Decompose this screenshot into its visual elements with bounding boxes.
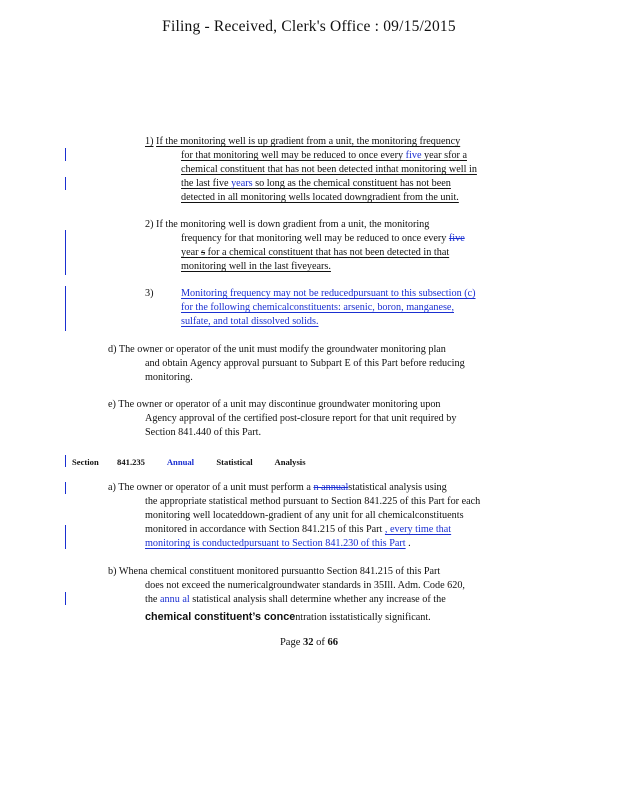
inserted-text: sulfate, and total dissolved solids. xyxy=(181,316,319,327)
inserted-text: annu al xyxy=(160,594,190,605)
deleted-text: five xyxy=(448,233,465,244)
text-line: detected in all monitoring wells located downgradient from the unit. xyxy=(181,192,459,203)
item-marker: 2) xyxy=(145,219,154,230)
list-item xyxy=(145,136,460,148)
text-run: . xyxy=(408,538,411,549)
inserted-text: years xyxy=(231,178,253,189)
text-line xyxy=(181,247,449,259)
change-bar xyxy=(65,286,66,331)
inserted-text: monitoring is conductedpursuant to Section 841.230 of this Part xyxy=(145,538,406,549)
text-run: the last five xyxy=(181,178,229,189)
deleted-text: n annual xyxy=(313,482,349,493)
section-title-word: Statistical xyxy=(216,457,253,467)
page-label: Page xyxy=(279,637,301,648)
section-label: Section xyxy=(72,457,99,467)
item-marker: 1) xyxy=(145,136,154,147)
paragraph-line xyxy=(108,482,447,494)
text-run: so long as the chemical constituent has not been xyxy=(255,178,451,189)
section-title-word: Analysis xyxy=(274,457,306,467)
text-run: for a chemical constituent that has not been detected in that xyxy=(207,247,450,258)
text-run: monitored in accordance with Section 841.215 of this Part xyxy=(145,524,383,535)
text-run: for that monitoring well may be reduced to once every xyxy=(181,150,404,161)
change-bar xyxy=(65,482,66,494)
text-line: monitoring well in the last fiveyears. xyxy=(181,261,331,272)
paragraph-line: d) The owner or operator of the unit must modify the groundwater monitoring plan xyxy=(108,344,446,355)
page-current: 32 xyxy=(303,637,314,648)
page-total: 66 xyxy=(327,637,339,648)
list-item xyxy=(145,219,429,231)
paragraph-line: and obtain Agency approval pursuant to Subpart E of this Part before reducing xyxy=(145,358,465,369)
text-line: If the monitoring well is up gradient from a unit, the monitoring frequency xyxy=(156,136,461,147)
text-run: for a xyxy=(448,150,468,161)
paragraph-line: does not exceed the numericalgroundwater standards in 35Ill. Adm. Code 620, xyxy=(145,580,465,591)
section-number: 841.235 xyxy=(117,457,145,467)
change-bar xyxy=(65,525,66,549)
text-run: frequency for that monitoring well may be reduced to once every xyxy=(181,233,447,244)
inserted-text: for the following chemicalconstituents: arsenic, boron, manganese, xyxy=(181,302,454,313)
inserted-text: Monitoring frequency may not be reducedpursuant to this subsection (c) xyxy=(181,288,476,299)
paragraph-line: monitoring. xyxy=(145,372,193,383)
change-bar xyxy=(65,230,66,275)
text-run: chemical constituent’s conce xyxy=(145,611,296,623)
page-of: of xyxy=(316,637,325,648)
change-bar xyxy=(65,592,66,605)
item-marker: 3) xyxy=(145,288,154,299)
paragraph-line xyxy=(145,607,431,625)
paragraph-line xyxy=(145,538,411,550)
paragraph-line: Agency approval of the certified post-closure report for that unit required by xyxy=(145,413,457,424)
change-bar xyxy=(65,148,66,161)
text-line: If the monitoring well is down gradient from a unit, the monitoring xyxy=(156,219,430,230)
paragraph-line: the appropriate statistical method pursuant to Section 841.225 of this Part for each xyxy=(145,496,481,507)
paragraph-line xyxy=(145,524,451,536)
deleted-text: s xyxy=(201,247,206,258)
text-run: the xyxy=(145,594,158,605)
text-run: statistical analysis using xyxy=(348,482,447,493)
change-bar xyxy=(65,455,66,467)
text-run: ntration isstatistically significant. xyxy=(295,612,431,623)
text-line xyxy=(181,178,451,190)
text-run: year xyxy=(181,247,199,258)
change-bar xyxy=(65,177,66,190)
paragraph-line xyxy=(145,594,446,606)
page-number xyxy=(0,637,618,648)
paragraph-line: monitoring well locateddown-gradient of any unit for all chemicalconstituents xyxy=(145,510,464,521)
text-run: year s xyxy=(424,150,449,161)
text-line: chemical constituent that has not been detected inthat monitoring well in xyxy=(181,164,477,175)
text-run: statistical analysis shall determine whether any increase of the xyxy=(192,594,446,605)
text-line xyxy=(181,150,467,162)
filing-stamp: Filing - Received, Clerk's Office : 09/15/2015 xyxy=(162,18,456,35)
text-line xyxy=(181,233,465,245)
inserted-text: five xyxy=(405,150,422,161)
section-heading xyxy=(72,457,306,467)
paragraph-line: e) The owner or operator of a unit may discontinue groundwater monitoring upon xyxy=(108,399,441,410)
paragraph-line: b) Whena chemical constituent monitored pursuantto Section 841.215 of this Part xyxy=(108,566,441,577)
inserted-text: , every time that xyxy=(384,524,452,535)
inserted-text: Annual xyxy=(166,457,195,467)
paragraph-line: Section 841.440 of this Part. xyxy=(145,427,262,438)
text-run: a) The owner or operator of a unit must perform a xyxy=(108,482,311,493)
